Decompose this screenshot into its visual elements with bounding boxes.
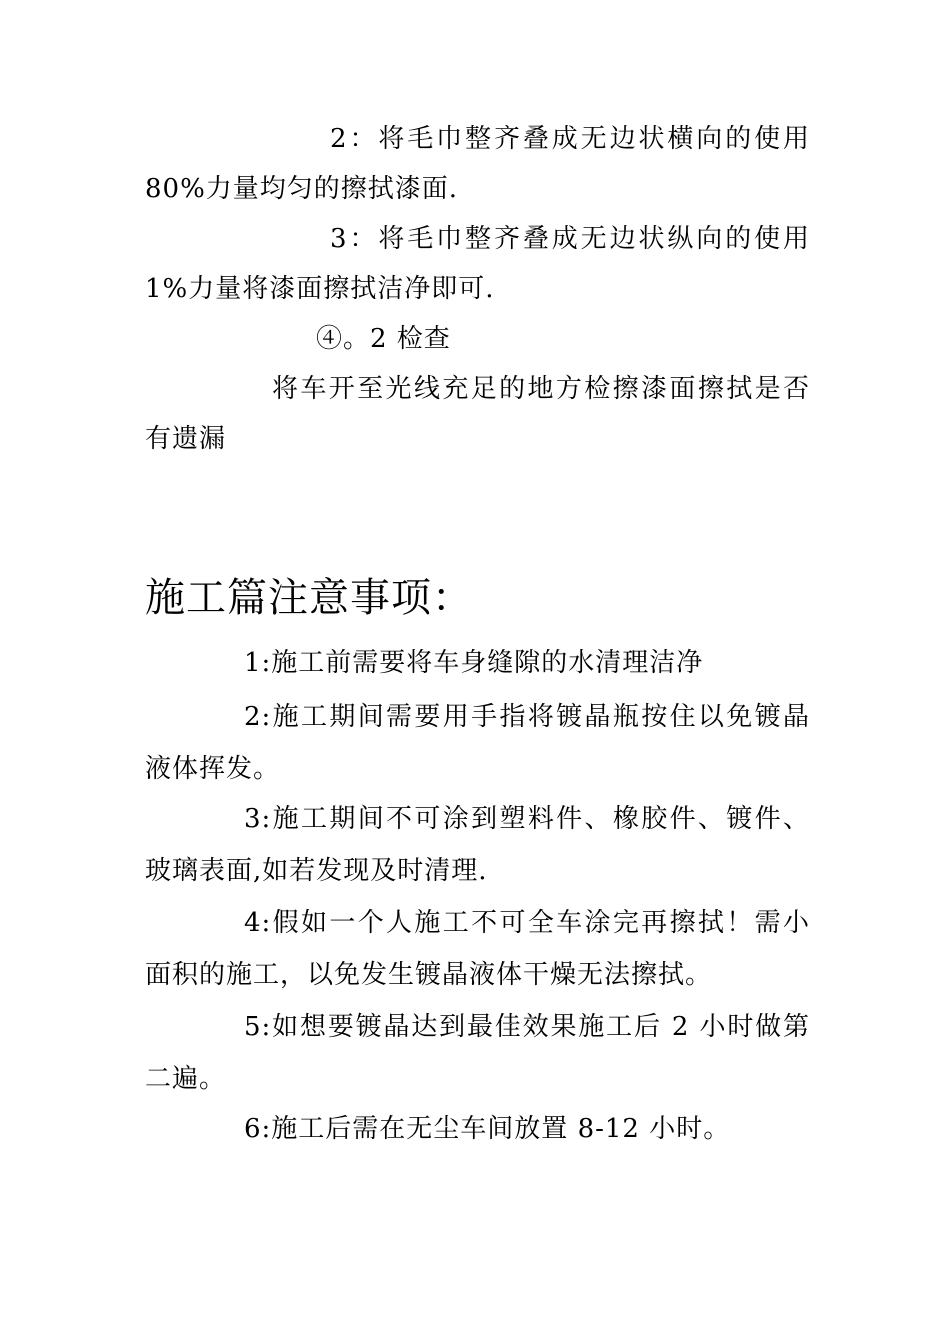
note-item-4-line1: 4:假如一个人施工不可全车涂完再擦拭！需小 bbox=[244, 908, 810, 938]
step3-line2: 1%力量将漆面擦拭洁净即可. bbox=[145, 274, 495, 304]
check-line2: 有遗漏 bbox=[145, 424, 227, 454]
check-line1: 将车开至光线充足的地方检擦漆面擦拭是否 bbox=[272, 374, 810, 404]
note-item-5-line1: 5:如想要镀晶达到最佳效果施工后 2 小时做第 bbox=[244, 1012, 810, 1042]
step3-line1: 3：将毛巾整齐叠成无边状纵向的使用 bbox=[330, 224, 810, 254]
note-item-5-line2: 二遍。 bbox=[145, 1064, 227, 1094]
note-item-2-line2: 液体挥发。 bbox=[145, 754, 281, 784]
note-item-1-line1: 1:施工前需要将车身缝隙的水清理洁净 bbox=[244, 648, 704, 678]
step2-line2: 80%力量均匀的擦拭漆面. bbox=[145, 174, 459, 204]
check-heading: ④。2 检查 bbox=[316, 324, 451, 354]
note-item-6-line1: 6:施工后需在无尘车间放置 8-12 小时。 bbox=[244, 1114, 731, 1144]
notes-title: 施工篇注意事项： bbox=[145, 575, 473, 621]
note-item-3-line2: 玻璃表面,如若发现及时清理. bbox=[145, 856, 488, 886]
step2-line1: 2：将毛巾整齐叠成无边状横向的使用 bbox=[330, 124, 810, 154]
note-item-4-line2: 面积的施工，以免发生镀晶液体干燥无法擦拭。 bbox=[145, 960, 713, 990]
note-item-2-line1: 2:施工期间需要用手指将镀晶瓶按住以免镀晶 bbox=[244, 702, 810, 732]
note-item-3-line1: 3:施工期间不可涂到塑料件、橡胶件、镀件、 bbox=[244, 804, 810, 834]
